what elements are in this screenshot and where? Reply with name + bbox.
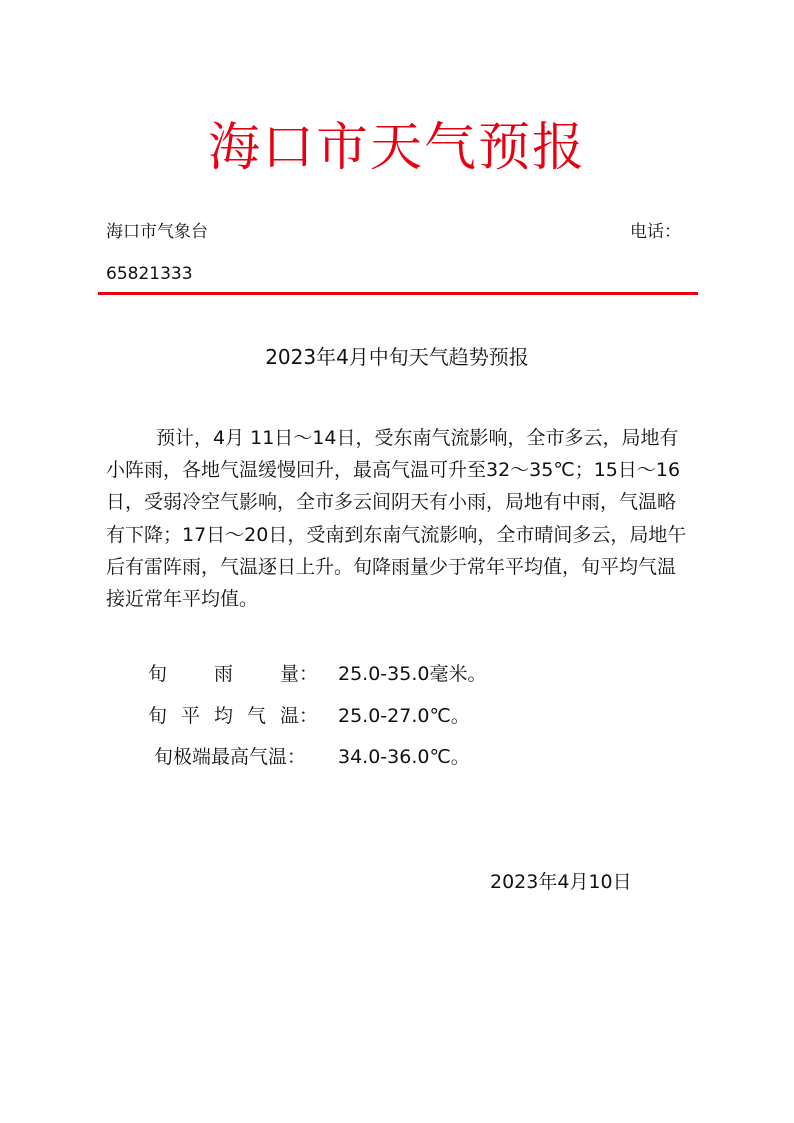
stat-label-char: 均 [213, 705, 233, 727]
organization-name: 海口市气象台 [106, 222, 208, 242]
phone-label: 电话： [630, 222, 681, 242]
stat-label-avg-temp [148, 702, 328, 730]
forecast-paragraph: 预计，4月 11日～14日，受东南气流影响，全市多云，局地有小阵雨，各地气温缓慢回升，最高气温可升至32～35℃；15日～16日，受弱冷空气影响，全市多云间阴天有小雨，局地有中雨，气温略有下降；17日～20日，受南到东南气流影响，全市晴间多云，局地午后有雷阵雨，气温逐日上升。旬降雨量少于常年平均值，旬平均气温接近常年平均值。 [106, 427, 687, 611]
header-divider [98, 292, 698, 295]
stat-row-max-temp [148, 743, 708, 771]
stat-value-max-temp: 34.0-36.0℃。 [338, 746, 470, 768]
stat-label-max-temp: 旬极端最高气温： [154, 746, 307, 768]
stat-label-char: 气 [246, 705, 266, 727]
masthead-title: 海口市天气预报 [207, 118, 586, 178]
stat-label-char: 雨 [213, 663, 233, 685]
stat-label-rainfall [148, 660, 328, 688]
stat-label-char: 量： [279, 663, 318, 685]
stat-value-rainfall: 25.0-35.0毫米。 [338, 663, 487, 685]
stat-label-char: 旬 [148, 663, 168, 685]
phone-number: 65821333 [106, 264, 193, 284]
stat-label-char: 温： [279, 705, 318, 727]
stat-value-avg-temp: 25.0-27.0℃。 [338, 705, 470, 727]
issue-date: 2023年4月10日 [490, 871, 632, 893]
document-title: 2023年4月中旬天气趋势预报 [265, 345, 529, 369]
stat-row-avg-temp [148, 702, 708, 730]
stat-row-rainfall [148, 660, 708, 688]
stat-label-char: 平 [180, 705, 200, 727]
stat-label-char: 旬 [148, 705, 168, 727]
